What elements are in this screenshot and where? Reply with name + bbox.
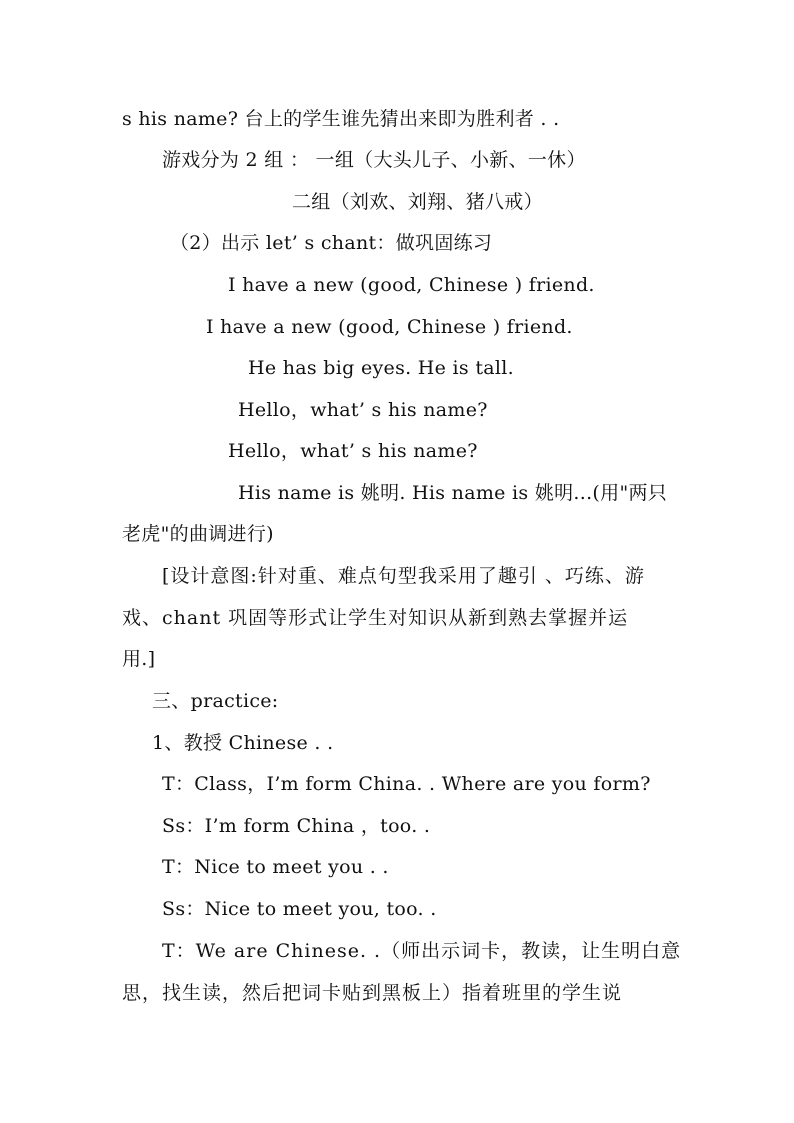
design-intent-line-1: [设计意图:针对重、难点句型我采用了趣引 、巧练、游 [162,565,645,587]
design-intent-line-3: 用.] [122,648,156,670]
dialogue-line-1: T：Class，I’m form China. . Where are you form? [162,773,651,795]
design-intent-line-2: 戏、chant 巩固等形式让学生对知识从新到熟去掌握并运 [122,607,629,629]
text-line-4: （2）出示 let’ s chant：做巩固练习 [170,232,493,254]
text-line-2: 游戏分为 2 组 ： 一组（大头儿子、小新、一休） [162,149,586,171]
dialogue-line-5: T：We are Chinese. .（师出示词卡，教读，让生明白意 [162,940,682,962]
chant-line-6: His name is 姚明. His name is 姚明...(用"两只 [238,482,668,504]
dialogue-line-4: Ss：Nice to meet you, too. . [162,898,437,920]
dialogue-line-2: Ss：I’m form China ，too. . [162,815,431,837]
chant-line-2: I have a new (good, Chinese ) friend. [206,316,573,338]
text-line-11: 老虎"的曲调进行) [122,523,274,545]
text-line-1: s his name? 台上的学生谁先猜出来即为胜利者 . . [122,108,560,130]
subsection-heading: 1、教授 Chinese . . [152,732,334,754]
dialogue-line-3: T：Nice to meet you . . [162,856,389,878]
chant-line-5: Hello，what’ s his name? [228,440,478,462]
text-line-3: 二组（刘欢、刘翔、猪八戒） [292,191,543,213]
section-heading-practice: 三、practice: [152,690,279,712]
chant-line-4: Hello，what’ s his name? [238,399,488,421]
dialogue-line-6: 思，找生读，然后把词卡贴到黑板上）指着班里的学生说 [122,982,623,1004]
chant-line-3: He has big eyes. He is tall. [248,357,514,379]
chant-line-1: I have a new (good, Chinese ) friend. [228,274,595,296]
